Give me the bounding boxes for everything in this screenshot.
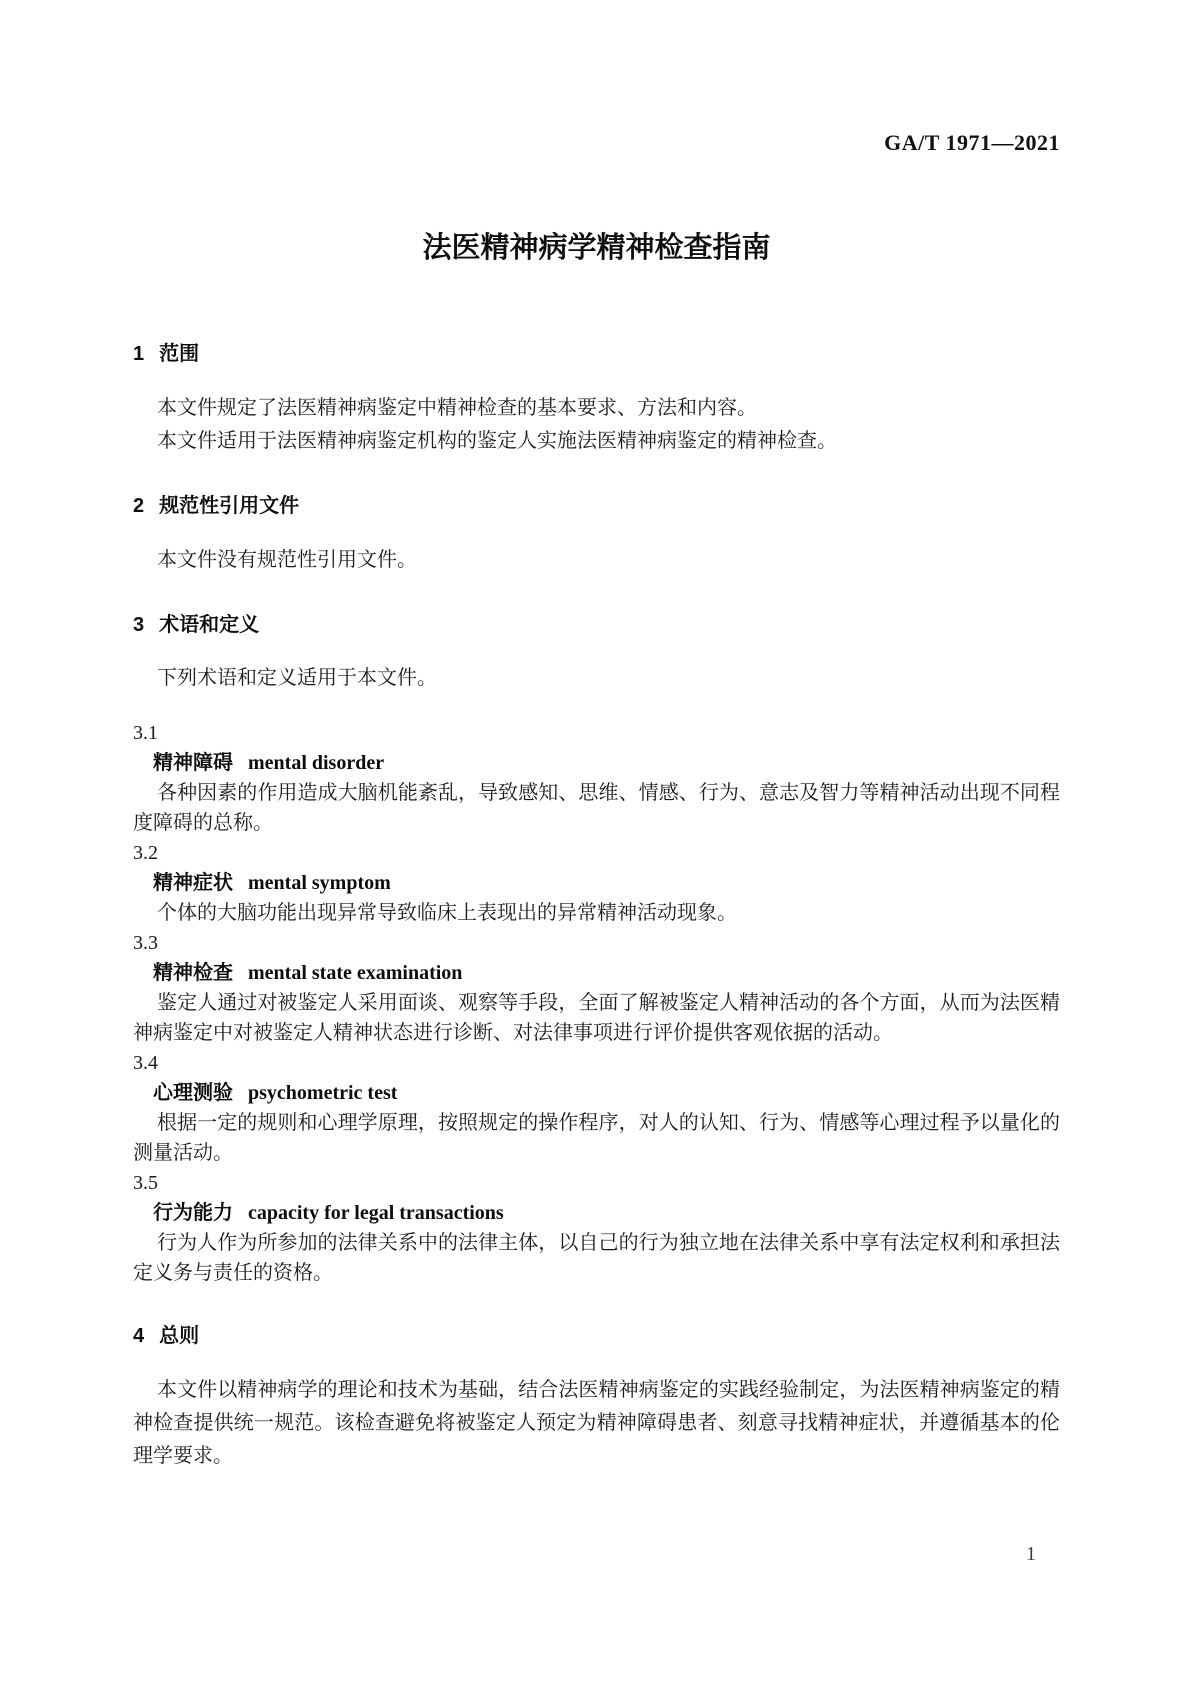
section-title: 范围 [159, 343, 200, 365]
section-title: 总则 [159, 1325, 200, 1347]
term-en-label: mental symptom [248, 872, 391, 894]
term-heading [133, 958, 1060, 988]
term-en-label: psychometric test [248, 1082, 398, 1104]
section-number: 1 [133, 343, 145, 365]
section-title: 术语和定义 [159, 614, 260, 636]
term-en-label: capacity for legal transactions [248, 1202, 504, 1224]
term-heading [133, 1078, 1060, 1108]
page-number: 1 [1026, 1543, 1036, 1565]
term-entry-psychometric-test [133, 1048, 1060, 1168]
term-definition: 个体的大脑功能出现异常导致临床上表现出的异常精神活动现象。 [157, 902, 737, 924]
scope-paragraph-1: 本文件规定了法医精神病鉴定中精神检查的基本要求、方法和内容。 [157, 397, 757, 419]
term-id: 3.5 [133, 1172, 158, 1194]
general-principles-paragraph: 本文件以精神病学的理论和技术为基础，结合法医精神病鉴定的实践经验制定，为法医精神病鉴定的精神检查提供统一规范。该检查避免将被鉴定人预定为精神障碍患者、刻意寻找精神症状，并遵循基本的伦理学要求。 [133, 1379, 1060, 1467]
term-id: 3.2 [133, 842, 158, 864]
term-zh-label: 精神障碍 [153, 752, 233, 774]
term-id: 3.1 [133, 722, 158, 744]
term-en-label: mental disorder [248, 752, 385, 774]
term-definition: 各种因素的作用造成大脑机能紊乱，导致感知、思维、情感、行为、意志及智力等精神活动出现不同程度障碍的总称。 [133, 782, 1060, 834]
term-definition: 行为人作为所参加的法律关系中的法律主体，以自己的行为独立地在法律关系中享有法定权利和承担法定义务与责任的资格。 [133, 1232, 1060, 1284]
term-entry-mental-symptom [133, 838, 1060, 928]
terms-list [133, 718, 1060, 1288]
term-definition: 鉴定人通过对被鉴定人采用面谈、观察等手段，全面了解被鉴定人精神活动的各个方面，从而为法医精神病鉴定中对被鉴定人精神状态进行诊断、对法律事项进行评价提供客观依据的活动。 [133, 992, 1060, 1044]
normative-references-paragraph: 本文件没有规范性引用文件。 [157, 549, 417, 571]
section-number: 3 [133, 614, 145, 636]
term-entry-capacity-for-legal-transactions [133, 1168, 1060, 1288]
term-zh-label: 心理测验 [153, 1082, 233, 1104]
scope-paragraph-2: 本文件适用于法医精神病鉴定机构的鉴定人实施法医精神病鉴定的精神检查。 [157, 430, 837, 452]
terms-intro-paragraph: 下列术语和定义适用于本文件。 [157, 667, 437, 689]
document-title: 法医精神病学精神检查指南 [422, 232, 771, 264]
term-en-label: mental state examination [248, 962, 463, 984]
section-heading-scope [133, 340, 1060, 368]
section-number: 2 [133, 495, 145, 517]
term-heading [133, 1198, 1060, 1228]
standard-number: GA/T 1971—2021 [884, 130, 1060, 155]
term-definition: 根据一定的规则和心理学原理，按照规定的操作程序，对人的认知、行为、情感等心理过程予以量化的测量活动。 [133, 1112, 1060, 1164]
section-title: 规范性引用文件 [159, 495, 300, 517]
section-number: 4 [133, 1325, 145, 1347]
term-heading [133, 868, 1060, 898]
term-entry-mental-state-examination [133, 928, 1060, 1048]
term-heading [133, 748, 1060, 778]
term-zh-label: 行为能力 [153, 1202, 233, 1224]
section-heading-terms-definitions [133, 611, 1060, 639]
term-entry-mental-disorder [133, 718, 1060, 838]
term-id: 3.4 [133, 1052, 158, 1074]
term-zh-label: 精神检查 [153, 962, 233, 984]
term-id: 3.3 [133, 932, 158, 954]
term-zh-label: 精神症状 [153, 872, 233, 894]
section-heading-general-principles [133, 1322, 1060, 1350]
section-heading-normative-references [133, 492, 1060, 520]
